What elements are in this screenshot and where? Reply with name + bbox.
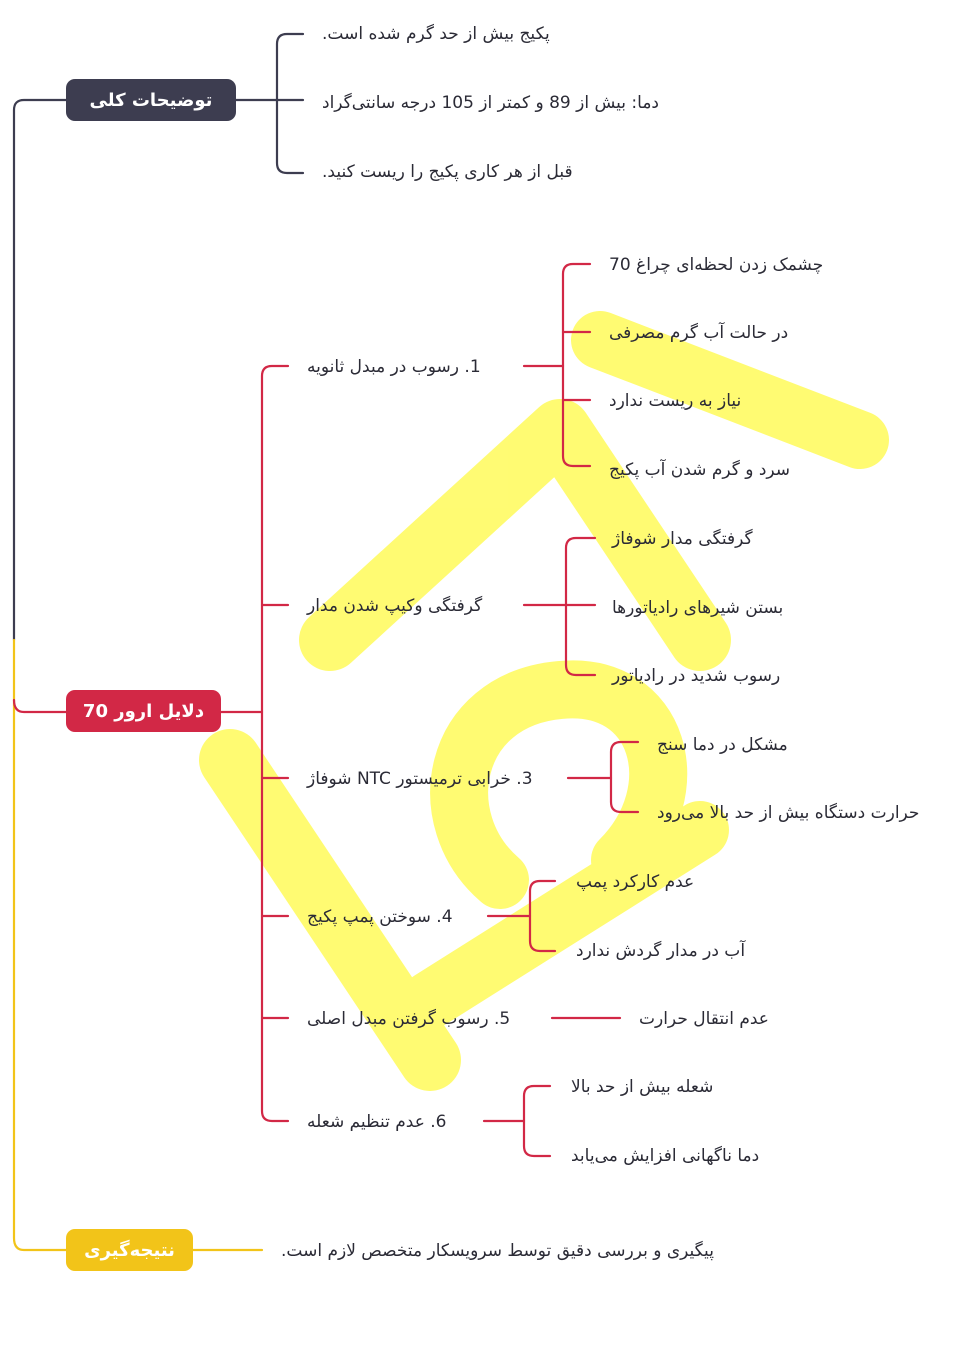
cause-sub-item: رسوب شدید در رادیاتور	[612, 666, 781, 686]
cause-label: 1. رسوب در مبدل ثانویه	[307, 357, 481, 377]
cause-sub-item: مشکل در دما سنج	[657, 735, 788, 755]
general-branch	[236, 34, 303, 173]
cause-sub-item: عدم انتقال حرارت	[639, 1009, 769, 1029]
cause-label: گرفتگی وکیپ شدن مدار	[307, 596, 483, 616]
general-item: پکیج بیش از حد گرم شده است.	[322, 24, 550, 44]
cause-sub-item: گرفتگی مدار شوفاژ	[612, 529, 753, 549]
spine-conclusion	[14, 640, 66, 1250]
cause-label: 4. سوختن پمپ پکیج	[307, 907, 453, 927]
spine-errors	[14, 700, 66, 712]
cause-sub-item: آب در مدار گردش ندارد	[576, 941, 746, 961]
cause-sub-item: بستن شیرهای رادیاتورها	[612, 598, 784, 618]
cause-sub-item: عدم کارکرد پمپ	[576, 872, 695, 892]
general-title: توضیحات کلی	[89, 89, 213, 111]
cause-sub-item: نیاز به ریست ندارد	[609, 391, 742, 411]
conclusion-title-badge	[66, 1229, 193, 1271]
errors-title-badge	[66, 690, 221, 732]
cause-label: 3. خرابی ترمیستور NTC شوفاژ	[307, 769, 533, 789]
general-title-badge	[66, 79, 236, 121]
general-item: دما: بیش از 89 و کمتر از 105 درجه سانتی‌گراد	[322, 93, 659, 113]
cause-sub-item: سرد و گرم شدن آب پکیج	[609, 460, 791, 480]
general-item: قبل از هر کاری پکیج را ریست کنید.	[322, 162, 573, 182]
spine-general	[14, 100, 66, 640]
cause-sub-item: شعله بیش از حد بالا	[571, 1077, 714, 1097]
cause-sub-item: حرارت دستگاه بیش از حد بالا می‌رود	[657, 803, 920, 823]
errors-title: دلایل ارور 70	[82, 700, 205, 722]
cause-sub-item: در حالت آب گرم مصرفی	[609, 323, 789, 343]
conclusion-item: پیگیری و بررسی دقیق توسط سرویسکار متخصص لازم است.	[281, 1241, 714, 1261]
cause-label: 6. عدم تنظیم شعله	[307, 1112, 447, 1132]
conclusion-title: نتیجه‌گیری	[84, 1239, 175, 1261]
cause-sub-item: چشمک زدن لحظه‌ای چراغ 70	[609, 255, 824, 275]
cause-sub-item: دما ناگهانی افزایش می‌یابد	[571, 1146, 760, 1166]
cause-label: 5. رسوب گرفتن مبدل اصلی	[307, 1009, 511, 1029]
